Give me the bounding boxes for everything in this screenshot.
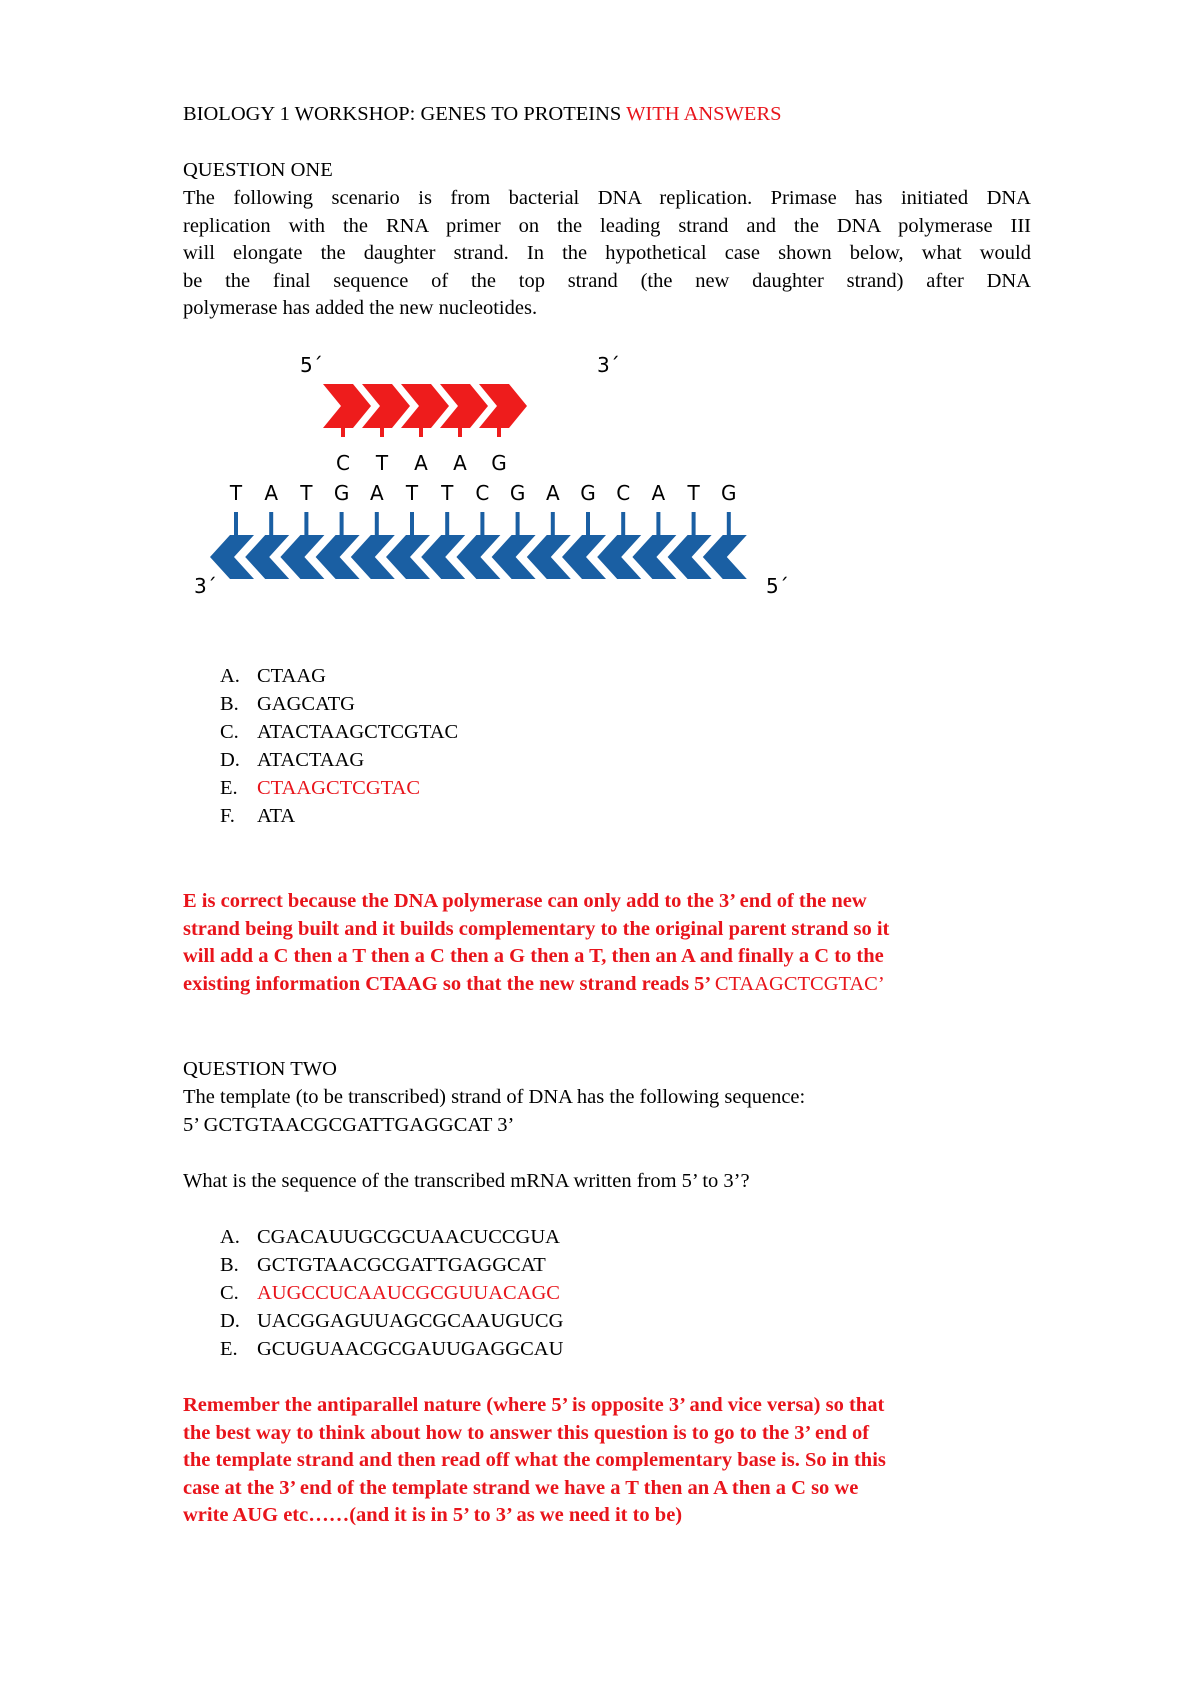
answer-line: Remember the antiparallel nature (where 5’ is opposite 3’ and vice versa) so that bbox=[183, 1394, 885, 1416]
option-text: AUGCCUCAAUCGCGUUACAGC bbox=[257, 1282, 560, 1304]
q2-option bbox=[220, 1224, 560, 1252]
primer-chevron bbox=[323, 384, 371, 428]
template-base: G bbox=[333, 481, 350, 505]
template-base: A bbox=[651, 481, 666, 505]
q1-text-line: The following scenario is from bacterial DNA replication. Primase has initiated DNA bbox=[183, 187, 1031, 209]
template-base: A bbox=[264, 481, 279, 505]
option-text: CTAAG bbox=[257, 665, 326, 687]
q2-option bbox=[220, 1308, 563, 1336]
answer-line-bold: existing information CTAAG so that the new strand reads 5’ bbox=[183, 972, 715, 995]
question-one-heading: QUESTION ONE bbox=[183, 159, 333, 181]
option-letter: B. bbox=[220, 693, 239, 715]
option-text: GCUGUAACGCGAUUGAGGCAU bbox=[257, 1338, 564, 1360]
template-base: G bbox=[721, 481, 737, 505]
answer-line: case at the 3’ end of the template strand we have a T then an A then a C so we bbox=[183, 1476, 859, 1499]
answer-line: the best way to think about how to answer this question is to go to the 3’ end of bbox=[183, 1421, 870, 1444]
option-text: GAGCATG bbox=[257, 693, 355, 715]
option-text: ATACTAAG bbox=[257, 749, 365, 771]
option-text: UACGGAGUUAGCGCAAUGUCG bbox=[257, 1310, 564, 1332]
template-base: A bbox=[545, 481, 560, 505]
q2-answer-explanation bbox=[183, 1392, 1043, 1530]
primer-base: A bbox=[453, 451, 467, 475]
top-strand-5-prime-label: 5´ bbox=[300, 353, 323, 377]
template-base: T bbox=[300, 481, 313, 505]
bottom-strand-5-prime-label: 5´ bbox=[766, 574, 789, 598]
q2-option bbox=[220, 1252, 546, 1280]
option-text: CTAAGCTCGTAC bbox=[257, 777, 420, 799]
q2-prompt: What is the sequence of the transcribed mRNA written from 5’ to 3’? bbox=[183, 1170, 750, 1192]
q1-text-line: will elongate the daughter strand. In the hypothetical case shown below, what would bbox=[183, 242, 1031, 264]
primer-base: G bbox=[491, 451, 507, 475]
template-strand bbox=[210, 481, 747, 579]
q1-option bbox=[220, 691, 355, 719]
primer-strand bbox=[323, 384, 527, 475]
option-text: ATACTAAGCTCGTAC bbox=[257, 721, 459, 743]
template-base: G bbox=[509, 481, 526, 505]
bottom-strand-3-prime-label: 3´ bbox=[194, 574, 217, 598]
q1-option bbox=[220, 719, 458, 747]
option-letter: D. bbox=[220, 749, 240, 771]
template-base: A bbox=[369, 481, 384, 505]
q1-option bbox=[220, 747, 364, 775]
answer-line: the template strand and then read off what the complementary base is. So in this bbox=[183, 1449, 886, 1471]
template-base: T bbox=[687, 481, 700, 505]
option-letter: E. bbox=[220, 1338, 238, 1360]
option-text: GCTGTAACGCGATTGAGGCAT bbox=[257, 1254, 546, 1276]
q1-text-line: be the final sequence of the top strand (the new daughter strand) after DNA bbox=[183, 269, 1031, 292]
q2-text-line: The template (to be transcribed) strand of DNA has the following sequence: bbox=[183, 1086, 806, 1108]
option-letter: C. bbox=[220, 1282, 239, 1304]
q1-option bbox=[220, 803, 295, 831]
q2-option bbox=[220, 1336, 563, 1364]
answer-line: E is correct because the DNA polymerase can only add to the 3’ end of the new bbox=[183, 890, 867, 912]
primer-base: T bbox=[375, 451, 389, 475]
option-letter: F. bbox=[220, 805, 235, 827]
q2-option-correct bbox=[220, 1280, 560, 1308]
template-base: T bbox=[405, 481, 419, 505]
question-two-heading: QUESTION TWO bbox=[183, 1058, 337, 1080]
answer-line: will add a C then a T then a C then a G then a T, then an A and finally a C to the bbox=[183, 945, 884, 967]
template-base: G bbox=[580, 481, 596, 505]
q1-text-line: polymerase has added the new nucleotides. bbox=[183, 297, 538, 319]
answer-line: strand being built and it builds complementary to the original parent strand so it bbox=[183, 917, 890, 940]
q1-option-correct bbox=[220, 775, 420, 803]
option-text: CGACAUUGCGCUAACUCCGUA bbox=[257, 1226, 560, 1248]
template-chevron bbox=[703, 535, 747, 579]
option-text: ATA bbox=[257, 805, 296, 827]
q1-answer-explanation bbox=[183, 888, 1043, 998]
option-letter: A. bbox=[220, 665, 240, 687]
answer-line bbox=[183, 971, 1043, 999]
primer-base: A bbox=[414, 451, 428, 475]
primer-base: C bbox=[336, 451, 350, 475]
template-base: T bbox=[441, 481, 454, 505]
option-letter: A. bbox=[220, 1226, 240, 1248]
q2-template-sequence: 5’ GCTGTAACGCGATTGAGGCAT 3’ bbox=[183, 1114, 515, 1136]
top-strand-3-prime-label: 3´ bbox=[597, 353, 620, 377]
option-letter: C. bbox=[220, 721, 239, 743]
answer-line: write AUG etc……(and it is in 5’ to 3’ as we need it to be) bbox=[183, 1504, 683, 1526]
title-highlight: WITH ANSWERS bbox=[626, 103, 782, 125]
template-base: T bbox=[229, 481, 243, 505]
answer-line-normal: CTAAGCTCGTAC’ bbox=[714, 972, 885, 995]
template-base: C bbox=[475, 481, 490, 505]
q1-text-line: replication with the RNA primer on the leading strand and the DNA polymerase III bbox=[183, 214, 1031, 237]
option-letter: B. bbox=[220, 1254, 239, 1276]
q1-option bbox=[220, 663, 326, 691]
option-letter: D. bbox=[220, 1310, 240, 1332]
template-base: C bbox=[616, 481, 631, 505]
option-letter: E. bbox=[220, 777, 238, 799]
title-main: BIOLOGY 1 WORKSHOP: GENES TO PROTEINS bbox=[183, 103, 627, 125]
